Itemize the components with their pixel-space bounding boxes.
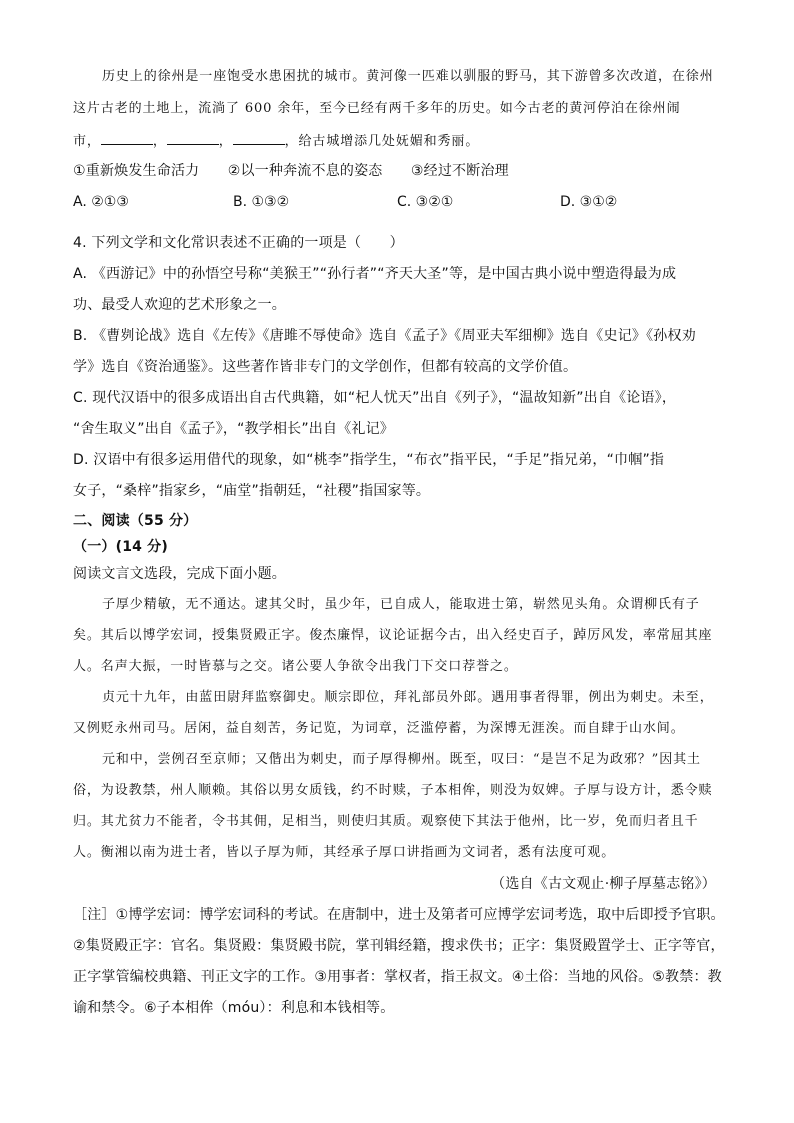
source-citation: （选自《古文观止·柳子厚墓志铭》） <box>491 876 716 892</box>
fill-blank-2[interactable] <box>167 132 219 145</box>
classical-p1-line-2: 矣。其后以博学宏词，授集贤殿正字。俊杰廉悍，议论证据今古，出入经史百子，踔厉风发，率常屈其座 <box>73 628 713 643</box>
classical-p2-line-1: 贞元十九年，由蓝田尉拜监察御史。顺宗即位，拜礼部员外郎。遇用事者得罪，例出为刺史。未至， <box>102 690 714 705</box>
section-2-title: 二、阅读（55 分） <box>73 513 198 529</box>
fill-blank-1[interactable] <box>101 132 153 145</box>
q3-option-b[interactable]: B. ①③② <box>233 194 290 210</box>
classical-p3-line-2: 俗，为设教禁，州人顺赖。其俗以男女质钱，约不时赎，子本相侔，则没为奴婢。子厚与设方计，悉令赎 <box>73 783 713 798</box>
notes-line-4: 谕和禁令。⑥子本相侔（móu）：利息和本钱相等。 <box>73 1000 395 1016</box>
fill-blank-3[interactable] <box>233 132 285 145</box>
intro-line-3-start: 市， <box>73 134 101 149</box>
classical-p1-line-3: 人。名声大振，一时皆慕与之交。诸公要人争欲令出我门下交口荐誉之。 <box>73 659 518 674</box>
reading-instruction: 阅读文言文选段，完成下面小题。 <box>73 566 286 582</box>
q4-option-c-line-2: “舍生取义”出自《孟子》，“教学相长”出自《礼记》 <box>73 421 395 437</box>
q4-option-b-line-1[interactable]: B. 《曹刿论战》选自《左传》《唐雎不辱使命》选自《孟子》《周亚夫军细柳》选自《史记》《孙权劝 <box>73 328 696 344</box>
q4-option-d-line-1[interactable]: D. 汉语中有很多运用借代的现象，如“桃李”指学生，“布衣”指平民，“手足”指兄弟，“巾帼”指 <box>73 452 665 468</box>
blank-comma-1: ， <box>152 134 167 149</box>
q4-option-a-line-1[interactable]: A. 《西游记》中的孙悟空号称“美猴王”“孙行者”“齐天大圣”等，是中国古典小说中塑造得最为成 <box>73 266 677 282</box>
q4-stem: 4. 下列文学和文化常识表述不正确的一项是（ ） <box>73 235 404 251</box>
classical-p3-line-3: 归。其尤贫力不能者，令书其佣，足相当，则使归其质。观察使下其法于他州，比一岁，免而归者且千 <box>73 814 699 829</box>
classical-p3-line-1: 元和中，尝例召至京师；又偕出为刺史，而子厚得柳州。既至，叹曰：“是岂不足为政邪？”因其土 <box>102 752 701 767</box>
fill-items: ①重新焕发生命活力 ②以一种奔流不息的姿态 ③经过不断治理 <box>73 163 509 179</box>
intro-line-3-end: ，给古城增添几处妩媚和秀丽。 <box>284 134 480 149</box>
q4-option-a-line-2: 功、最受人欢迎的艺术形象之一。 <box>73 297 286 313</box>
classical-p3-line-4: 人。衡湘以南为进士者，皆以子厚为师，其经承子厚口讲指画为文词者，悉有法度可观。 <box>73 845 616 860</box>
q4-option-c-line-1[interactable]: C. 现代汉语中的很多成语出自古代典籍，如“杞人忧天”出自《列子》，“温故知新”出自《论语》， <box>73 390 677 406</box>
classical-p2-line-2: 又例贬永州司马。居闲，益自刻苦，务记览，为词章，泛滥停蓄，为深博无涯涘。而自肆于山水间。 <box>73 721 685 736</box>
notes-line-3: 正字掌管编校典籍、刊正文字的工作。③用事者：掌权者，指王叔文。④土俗：当地的风俗。⑤教禁：教 <box>73 969 722 985</box>
intro-line-2: 这片古老的土地上，流淌了 600 余年，至今已经有两千多年的历史。如今古老的黄河停泊在徐州闹 <box>73 101 681 116</box>
q4-option-d-line-2: 女子，“桑梓”指家乡，“庙堂”指朝廷，“社稷”指国家等。 <box>73 483 431 499</box>
notes-line-1: ［注］①博学宏词：博学宏词科的考试。在唐制中，进士及第者可应博学宏词考选，取中后即授予官职。 <box>73 907 725 923</box>
intro-line-1: 历史上的徐州是一座饱受水患困扰的城市。黄河像一匹难以驯服的野马，其下游曾多次改道，在徐州 <box>102 69 714 84</box>
intro-line-3 <box>73 132 479 151</box>
classical-p1-line-1: 子厚少精敏，无不通达。逮其父时，虽少年，已自成人，能取进士第，崭然见头角。众谓柳氏有子 <box>102 597 700 612</box>
q3-option-d[interactable]: D. ③①② <box>560 194 618 210</box>
blank-comma-2: ， <box>218 134 233 149</box>
part-1-title: （一）(14 分) <box>73 539 168 555</box>
q4-option-b-line-2: 学》选自《资治通鉴》。这些著作皆非专门的文学创作，但都有较高的文学价值。 <box>73 359 578 375</box>
q3-option-a[interactable]: A. ②①③ <box>73 194 129 210</box>
q3-option-c[interactable]: C. ③②① <box>397 194 454 210</box>
notes-line-2: ②集贤殿正字：官名。集贤殿：集贤殿书院，掌刊辑经籍，搜求佚书；正字：集贤殿置学士、正字等官， <box>73 938 725 954</box>
